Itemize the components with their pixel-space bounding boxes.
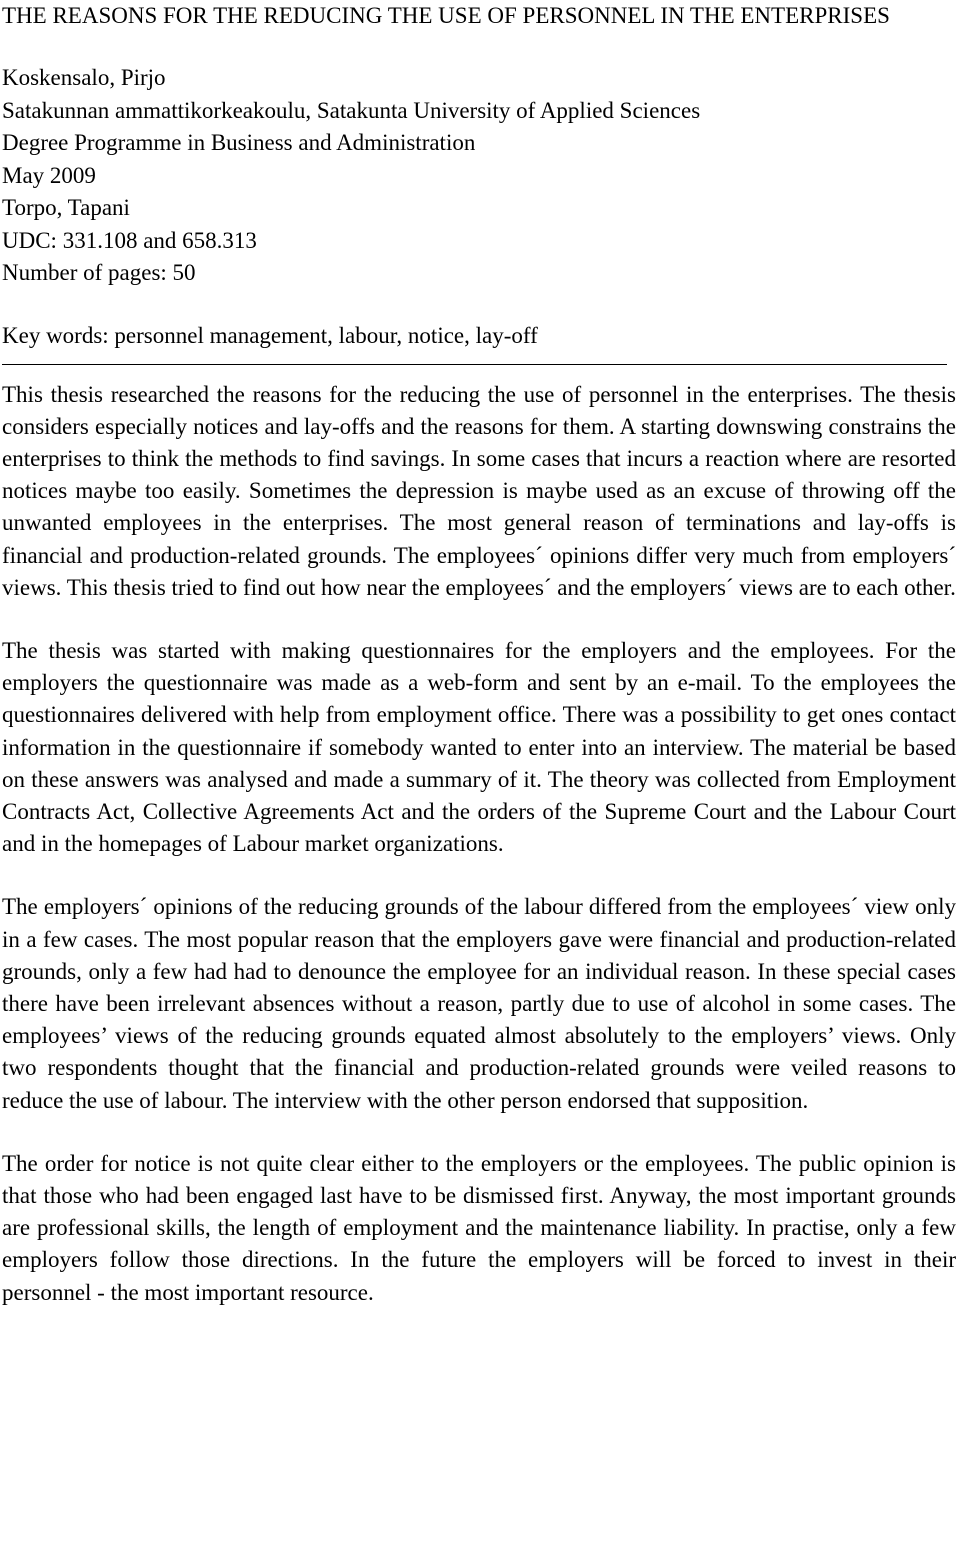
paragraph: The employers´ opinions of the reducing grounds of the labour differed from the employees´ view only in a few cases. The most popular reason that the employers gave were financial and production-related grounds, only a few had had to denounce the employee for an individual reason. In these special cases there have been irrelevant absences without a reason, partly due to use of alcohol in some cases. The employees’ views of the reducing grounds equated almost absolutely to the employers’ views. Only two respondents thought that the financial and production-related grounds were veiled reasons to reduce the use of labour. The interview with the other person endorsed that supposition. <box>2 894 956 1113</box>
institution: Satakunnan ammattikorkeakoulu, Satakunta University of Applied Sciences <box>2 97 701 123</box>
supervisor: Torpo, Tapani <box>2 195 130 220</box>
page-count: Number of pages: 50 <box>2 260 196 285</box>
author: Koskensalo, Pirjo <box>2 65 166 90</box>
document-title: THE REASONS FOR THE REDUCING THE USE OF PERSONNEL IN THE ENTERPRISES <box>2 3 890 28</box>
paragraph: The thesis was started with making questionnaires for the employers and the employees. For the employers the questionnaire was made as a web-form and sent by an e-mail. To the employees the questionnaires delivered with help from employment office. There was a possibility to get ones contact information in the questionnaire if somebody wanted to enter into an interview. The material be based on these answers was analysed and made a summary of it. The theory was collected from Employment Contracts Act, Collective Agreements Act and the orders of the Supreme Court and the Labour Court and in the homepages of Labour market organizations. <box>2 637 956 857</box>
degree-programme: Degree Programme in Business and Administration <box>2 130 476 155</box>
abstract-page <box>2 0 956 1309</box>
metadata-block <box>2 62 956 290</box>
divider <box>2 364 947 365</box>
paragraph: The order for notice is not quite clear either to the employers or the employees. The public opinion is that those who had been engaged last have to be dismissed first. Anyway, the most important grounds are professional skills, the length of employment and the maintenance liability. In practise, only a few employers follow those directions. In the future the employers will be forced to invest in their personnel - the most important resource. <box>2 1150 956 1305</box>
udc: UDC: 331.108 and 658.313 <box>2 227 257 253</box>
date: May 2009 <box>2 162 96 188</box>
keywords: Key words: personnel management, labour, notice, lay-off <box>2 322 538 348</box>
paragraph: This thesis researched the reasons for the reducing the use of personnel in the enterprises. The thesis considers especially notices and lay-offs and the reasons for them. A starting downswing constrains the enterprises to think the methods to find savings. In some cases that incurs a reaction where are resorted notices maybe too easily. Sometimes the depression is maybe used as an excuse of throwing off the unwanted employees in the enterprises. The most general reason of terminations and lay-offs is financial and production-related grounds. The employees´ opinions differ very much from employers´ views. This thesis tried to find out how near the employees´ and the employers´ views are to each other. <box>2 381 956 600</box>
